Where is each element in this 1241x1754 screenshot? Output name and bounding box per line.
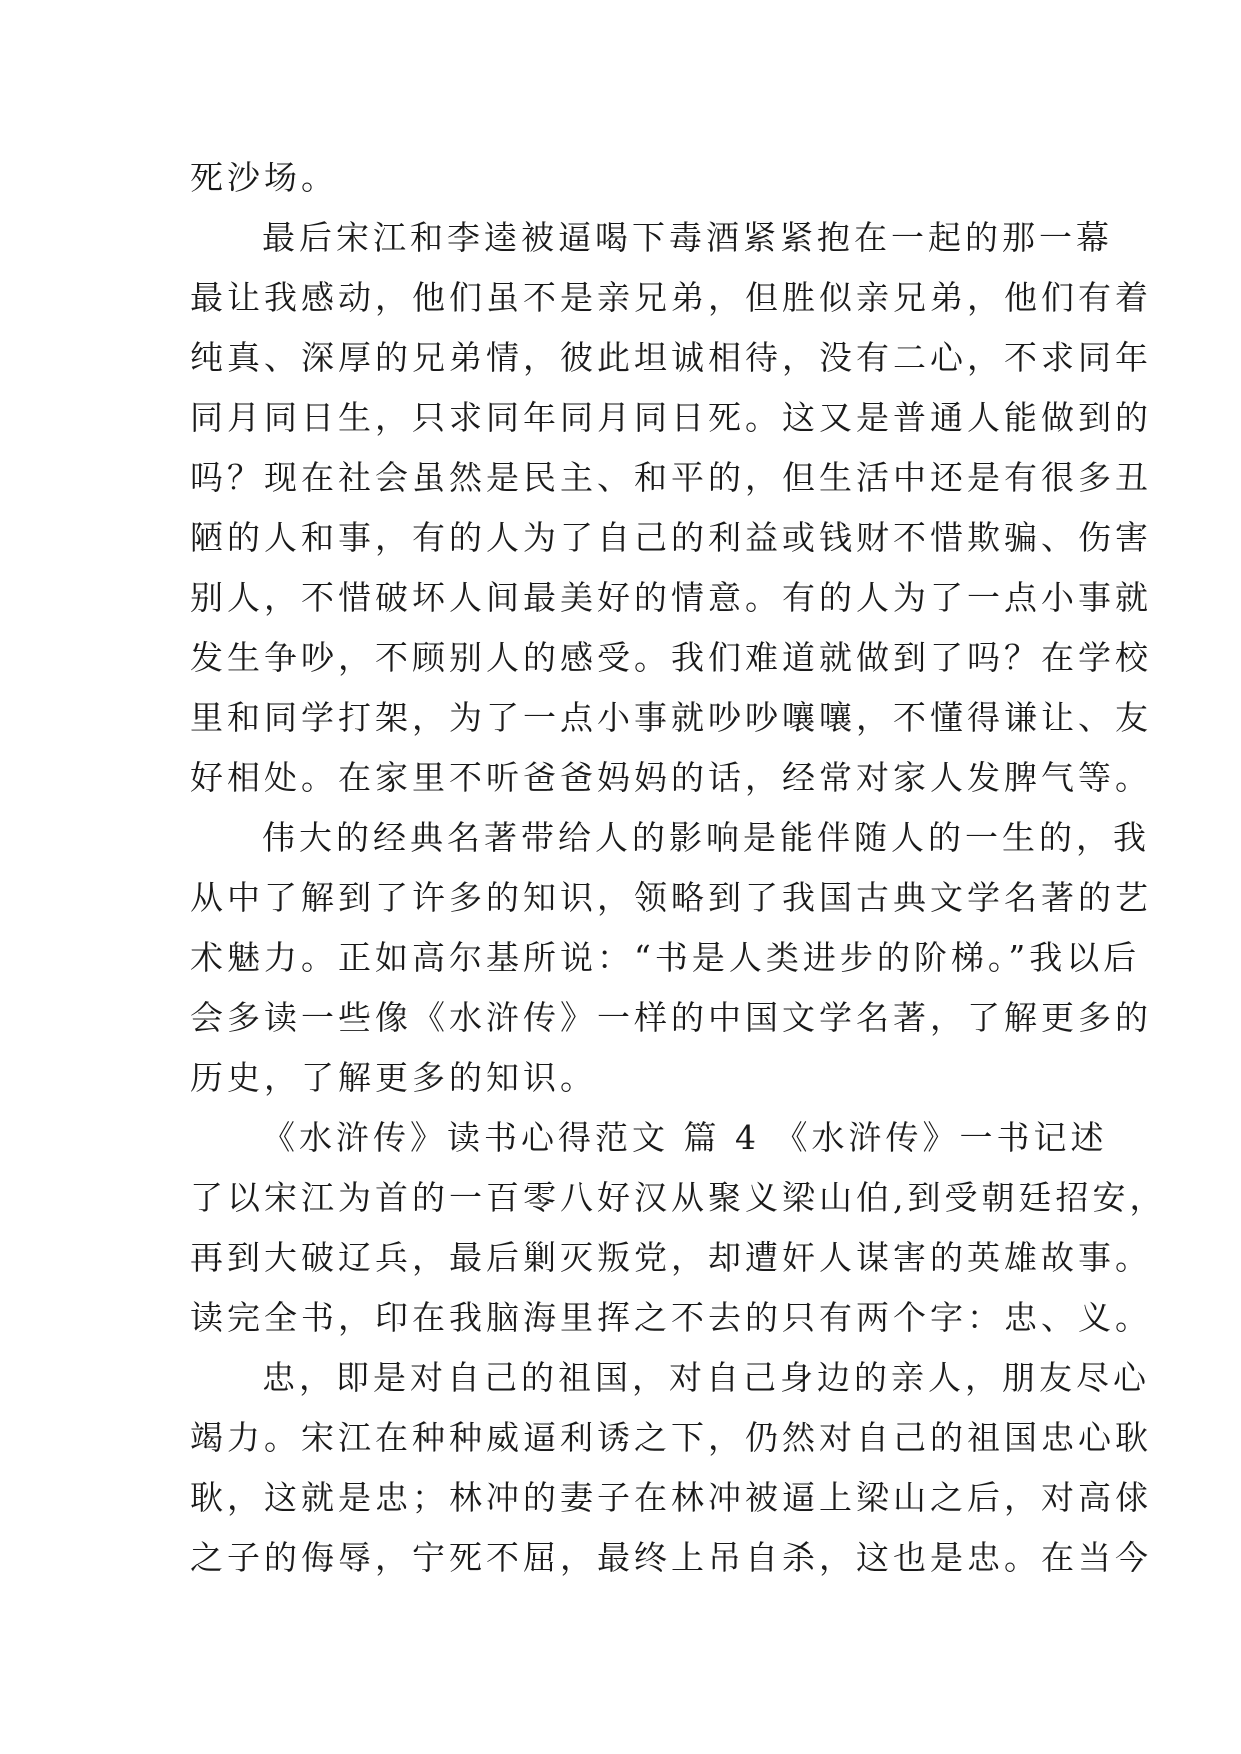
text-line: 会多读一些像《水浒传》一样的中国文学名著，了解更多的 xyxy=(190,998,1152,1037)
text-line: 死沙场。 xyxy=(190,158,338,197)
text-line: 陋的人和事，有的人为了自己的利益或钱财不惜欺骗、伤害 xyxy=(190,518,1152,557)
text-line: 同月同日生，只求同年同月同日死。这又是普通人能做到的 xyxy=(190,398,1152,437)
text-line: 吗？现在社会虽然是民主、和平的，但生活中还是有很多丑 xyxy=(190,458,1152,497)
text-line: 竭力。宋江在种种威逼利诱之下，仍然对自己的祖国忠心耿 xyxy=(190,1418,1152,1457)
text-line: 再到大破辽兵，最后剿灭叛党，却遭奸人谋害的英雄故事。 xyxy=(190,1238,1152,1277)
text-line: 好相处。在家里不听爸爸妈妈的话，经常对家人发脾气等。 xyxy=(190,758,1152,797)
text-line: 《水浒传》读书心得范文 篇 4 《水浒传》一书记述 xyxy=(262,1118,1108,1157)
text-line: 历史，了解更多的知识。 xyxy=(190,1058,597,1097)
text-line: 发生争吵，不顾别人的感受。我们难道就做到了吗？在学校 xyxy=(190,638,1152,677)
text-line: 之子的侮辱，宁死不屈，最终上吊自杀，这也是忠。在当今 xyxy=(190,1538,1152,1577)
text-line: 最后宋江和李逵被逼喝下毒酒紧紧抱在一起的那一幕 xyxy=(262,218,1113,257)
body-text xyxy=(190,148,1167,1588)
text-line: 读完全书，印在我脑海里挥之不去的只有两个字：忠、义。 xyxy=(190,1298,1152,1337)
text-line: 忠，即是对自己的祖国，对自己身边的亲人，朋友尽心 xyxy=(262,1358,1150,1397)
text-line: 耿，这就是忠；林冲的妻子在林冲被逼上梁山之后，对高俅 xyxy=(190,1478,1152,1517)
text-line: 最让我感动，他们虽不是亲兄弟，但胜似亲兄弟，他们有着 xyxy=(190,278,1152,317)
text-line: 从中了解到了许多的知识，领略到了我国古典文学名著的艺 xyxy=(190,878,1152,917)
text-line: 伟大的经典名著带给人的影响是能伴随人的一生的，我 xyxy=(262,818,1150,857)
text-line: 了以宋江为首的一百零八好汉从聚义梁山伯,到受朝廷招安， xyxy=(190,1178,1167,1217)
text-line: 纯真、深厚的兄弟情，彼此坦诚相待，没有二心，不求同年 xyxy=(190,338,1152,377)
text-line: 里和同学打架，为了一点小事就吵吵嚷嚷，不懂得谦让、友 xyxy=(190,698,1152,737)
text-line: 别人，不惜破坏人间最美好的情意。有的人为了一点小事就 xyxy=(190,578,1152,617)
text-line: 术魅力。正如高尔基所说：“书是人类进步的阶梯。”我以后 xyxy=(190,938,1141,977)
